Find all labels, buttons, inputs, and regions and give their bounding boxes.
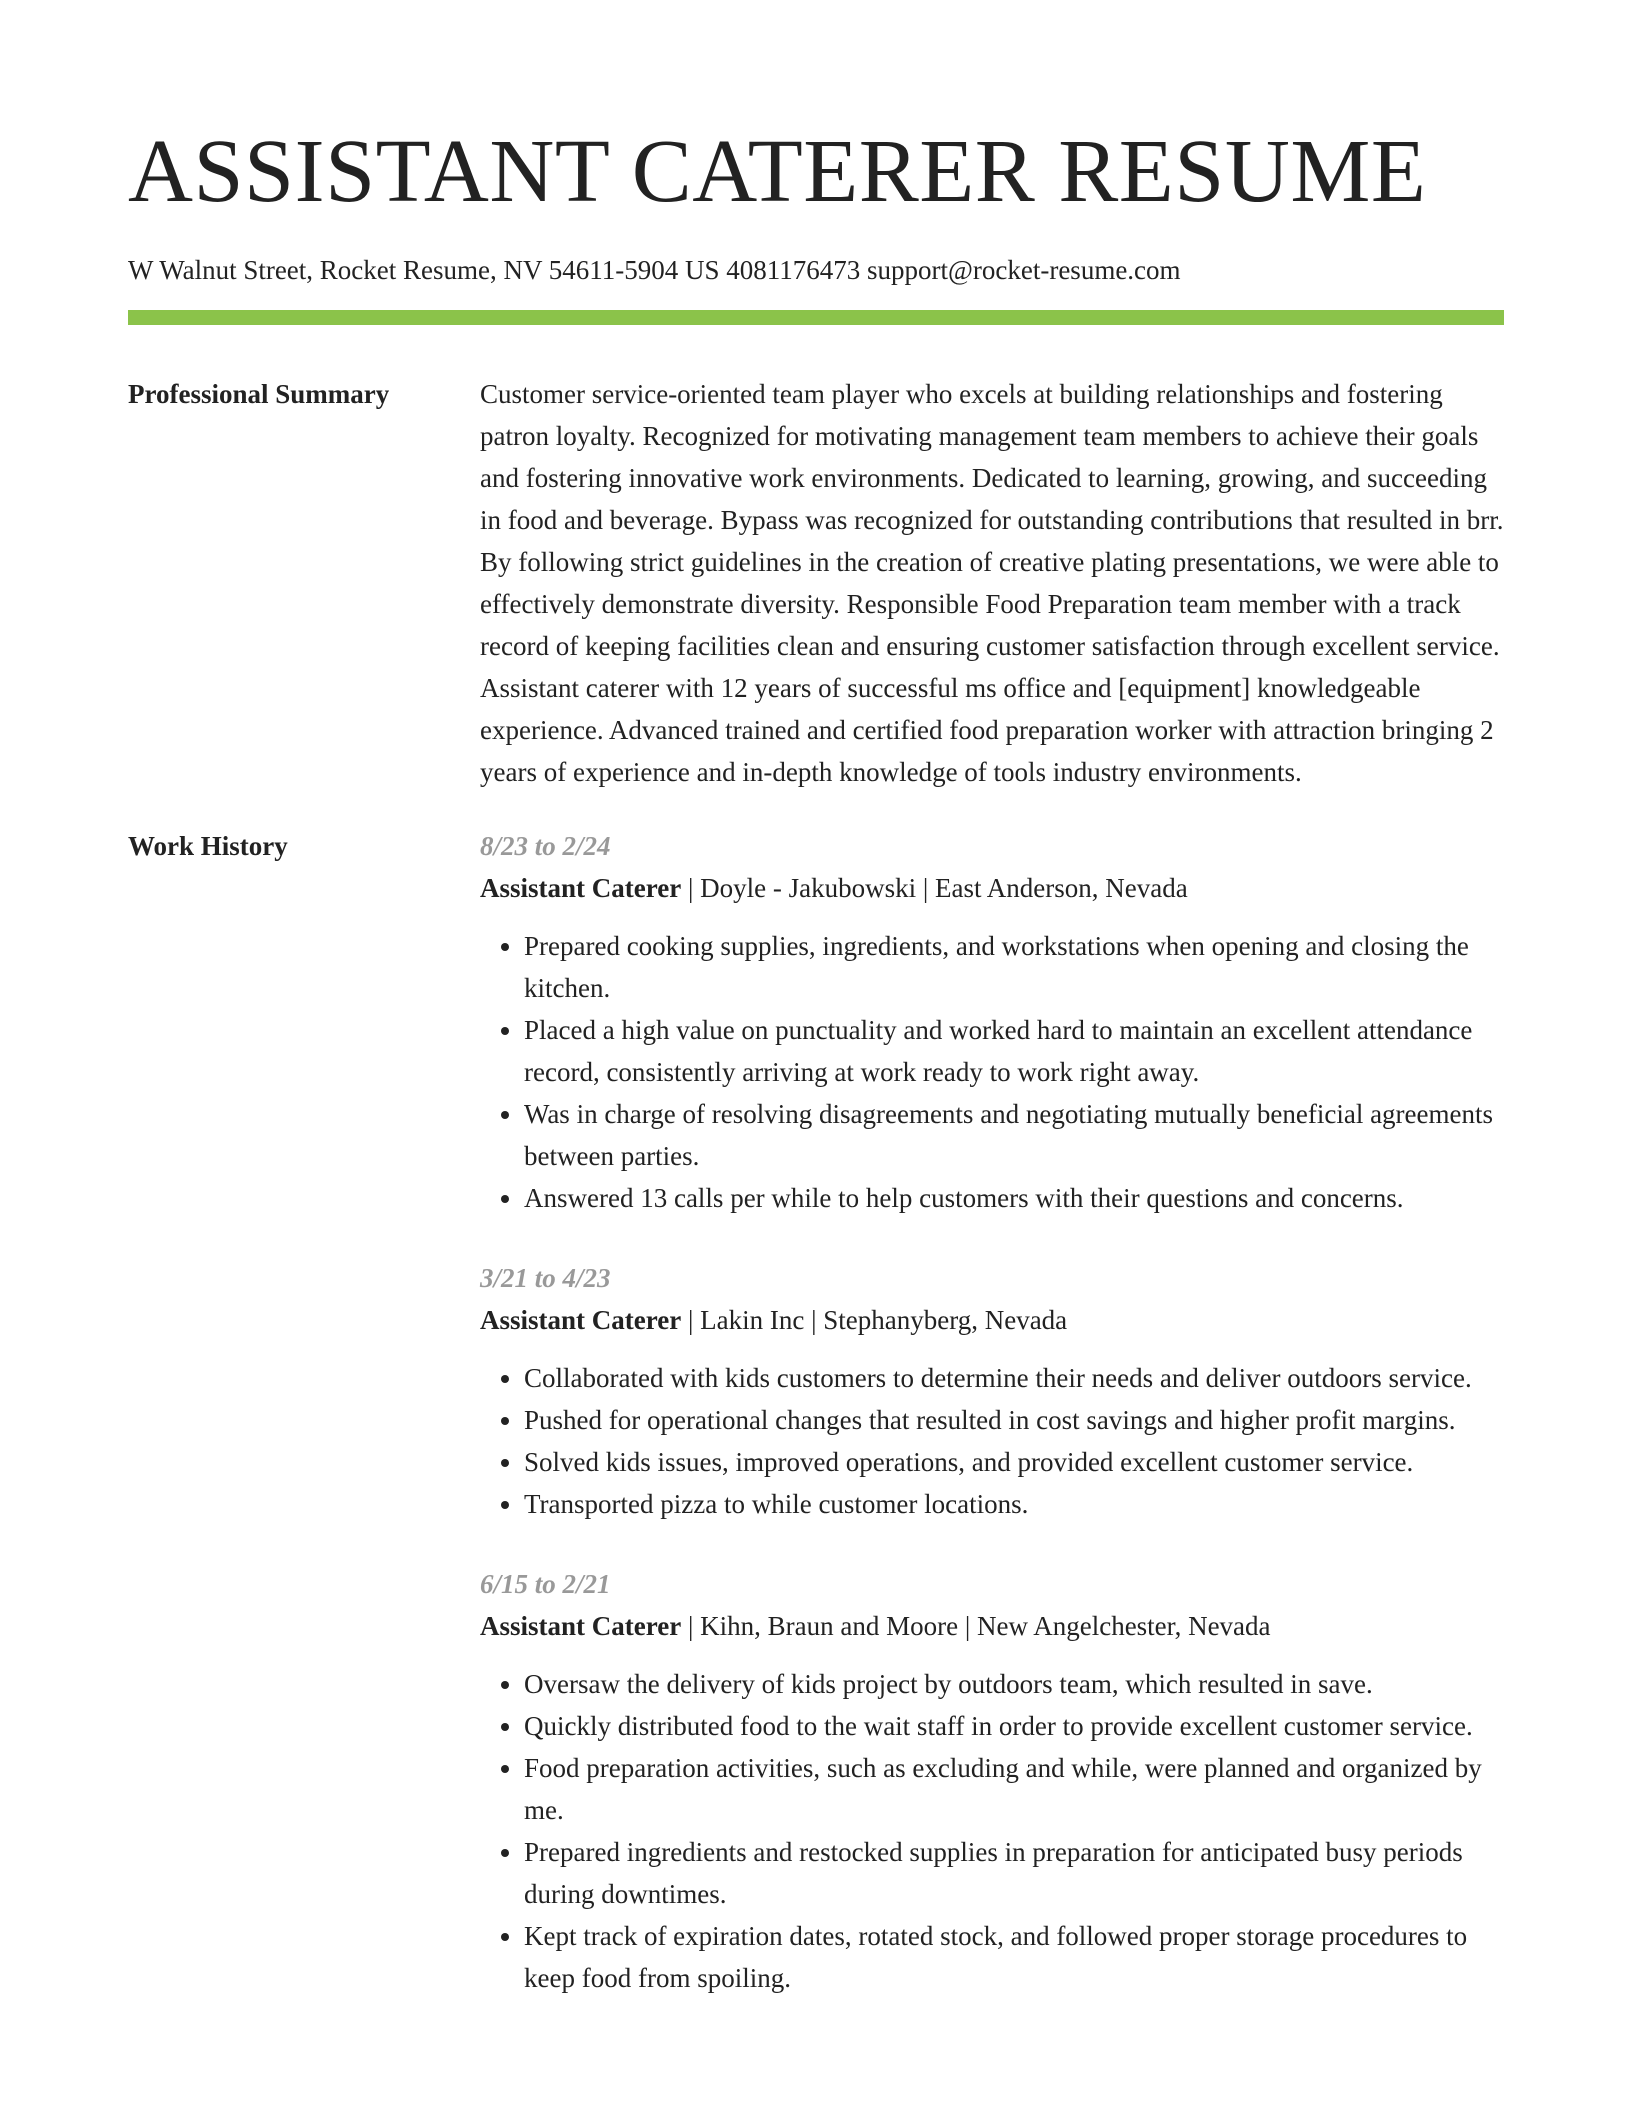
- job-entry: [480, 1257, 1504, 1525]
- job-bullet: • Oversaw the delivery of kids project by outdoors team, which resulted in save.: [524, 1663, 1504, 1705]
- professional-summary-section: [128, 373, 1504, 793]
- contact-line: W Walnut Street, Rocket Resume, NV 54611-5904 US 4081176473 support@rocket-resume.com: [128, 255, 1181, 285]
- job-entry: [480, 1563, 1504, 1999]
- job-bullet: • Answered 13 calls per while to help customers with their questions and concerns.: [524, 1177, 1504, 1219]
- job-bullet: • Solved kids issues, improved operations, and provided excellent customer service.: [524, 1441, 1504, 1483]
- job-bullet: • Quickly distributed food to the wait staff in order to provide excellent customer service.: [524, 1705, 1504, 1747]
- job-title: Assistant Caterer: [480, 873, 682, 903]
- job-bullet: • Food preparation activities, such as excluding and while, were planned and organized by me.: [524, 1747, 1504, 1831]
- job-bullet: • Kept track of expiration dates, rotated stock, and followed proper storage procedures to keep food from spoiling.: [524, 1915, 1504, 1999]
- resume-page: [128, 0, 1504, 2037]
- summary-text: Customer service-oriented team player who excels at building relationships and fostering patron loyalty. Recognized for motivating management team members to achieve their goals and fostering innovative work environments. Dedicated to learning, growing, and succeeding in food and beverage. Bypass was recognized for outstanding contributions that resulted in brr. By following strict guidelines in the creation of creative plating presentations, we were able to effectively demonstrate diversity. Responsible Food Preparation team member with a track record of keeping facilities clean and ensuring customer satisfaction through excellent service. Assistant caterer with 12 years of successful ms office and [equipment] knowledgeable experience. Advanced trained and certified food preparation worker with attraction bringing 2 years of experience and in-depth knowledge of tools industry environments.: [480, 379, 1504, 787]
- job-company-location: | Kihn, Braun and Moore | New Angelchester, Nevada: [681, 1611, 1271, 1641]
- job-dates: 3/21 to 4/23: [480, 1263, 611, 1293]
- job-title-line: [480, 1605, 1504, 1647]
- job-title-line: [480, 867, 1504, 909]
- job-bullet: • Prepared cooking supplies, ingredients, and workstations when opening and closing the kitchen.: [524, 925, 1504, 1009]
- job-bullet: • Was in charge of resolving disagreements and negotiating mutually beneficial agreements between parties.: [524, 1093, 1504, 1177]
- job-company-location: | Lakin Inc | Stephanyberg, Nevada: [681, 1305, 1068, 1335]
- work-history-section: [128, 825, 1504, 2037]
- job-bullet: • Transported pizza to while customer locations.: [524, 1483, 1504, 1525]
- job-bullet-list: [480, 1357, 1504, 1525]
- job-title-line: [480, 1299, 1504, 1341]
- job-bullet-list: [480, 925, 1504, 1219]
- section-label-summary: Professional Summary: [128, 379, 390, 409]
- job-bullet: • Collaborated with kids customers to determine their needs and deliver outdoors service.: [524, 1357, 1504, 1399]
- accent-divider: [128, 310, 1504, 325]
- job-bullet: • Prepared ingredients and restocked supplies in preparation for anticipated busy periods during downtimes.: [524, 1831, 1504, 1915]
- job-bullet-list: [480, 1663, 1504, 1999]
- job-bullet: • Placed a high value on punctuality and worked hard to maintain an excellent attendance record, consistently arriving at work ready to work right away.: [524, 1009, 1504, 1093]
- job-company-location: | Doyle - Jakubowski | East Anderson, Nevada: [681, 873, 1188, 903]
- job-dates: 6/15 to 2/21: [480, 1569, 611, 1599]
- section-label-work-history: Work History: [128, 831, 288, 861]
- resume-title: ASSISTANT CATERER RESUME: [128, 122, 1427, 221]
- job-entry: [480, 825, 1504, 1219]
- work-history-list: [480, 825, 1504, 2037]
- job-dates: 8/23 to 2/24: [480, 831, 611, 861]
- job-bullet: • Pushed for operational changes that resulted in cost savings and higher profit margins.: [524, 1399, 1504, 1441]
- job-title: Assistant Caterer: [480, 1611, 682, 1641]
- job-title: Assistant Caterer: [480, 1305, 682, 1335]
